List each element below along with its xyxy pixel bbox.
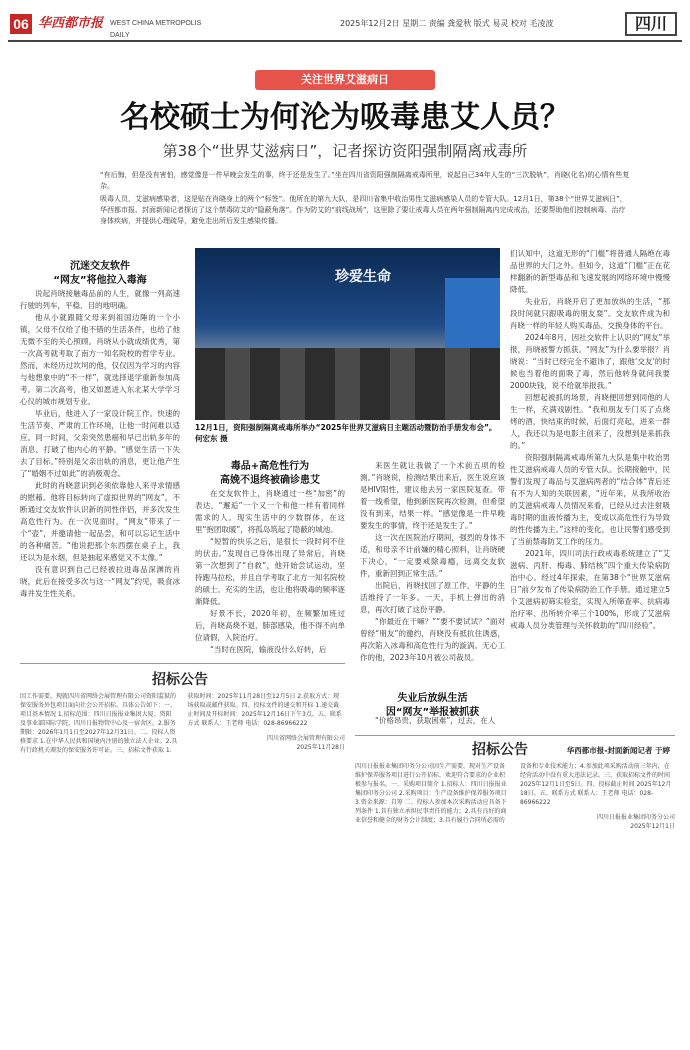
para: 来医生就让我做了一个术前五项的检测。”肖晓说，检测结果出来后，医生说应该是HIV阳性，建议他去另一家医院复查。带着一线希望，他到新医院再次检测，但希望没有到来，结果一样。“感觉像是一件早晚要发生的事情，终于还是发生了。” [360, 461, 505, 530]
para: 们认知中，这道无形的“门槛”将普通人隔绝在毒品世界的大门之外。但如今，这道“门槛”正在花样翻新的新型毒品和飞速发展的网络环境中慢慢降低。 [510, 249, 670, 294]
para: 资阳强制隔离戒毒所第九大队是集中收治男性艾滋病戒毒人员的专管大队。长期接触中，民警们发现了毒品与艾滋病两者的“结合体”背后还有不为人知的关联因素，“近年来，从我所收治的艾滋病戒毒人员情况来看，已经从过去注射吸毒时期的血液传播为主，变成以高危性行为导致的性传播为主。”这样的变化，也让民警们感受到了当前禁毒防艾工作的压力。 [510, 453, 670, 546]
ad-body [20, 692, 345, 1032]
para: “价格昂贵、获取困难”，过去，在人 [375, 716, 496, 725]
article-column-1 [20, 260, 180, 660]
photo-caption: 12月1日，资阳强制隔离戒毒所举办“2025年世界艾滋病日主题活动暨防治手册发布会”。何宏东 摄 [195, 423, 497, 443]
headline: 名校硕士为何沦为吸毒患艾人员？ [120, 100, 570, 135]
paper-name-en: WEST CHINA METROPOLIS DAILY [110, 20, 202, 39]
article-column-2 [195, 460, 345, 660]
para: 此时的肖晓意识到必须依靠他人来寻求情感的慰藉。他将目标转向了虚拟世界的“网友”，不断通过交友软件认识新的同性伴侣，并多次发生高危性行为。在一次见面时，“网友”带来了一个“壶”，并邀请他一起品尝，和可以忘记生活中的各种痛苦。“他说把那个东西摆在桌子上，我还以为是水烟，但是抽起来感觉又不太像。” [20, 481, 180, 562]
divider [20, 663, 345, 664]
ad-text: 四川日报报业集团印务分公司因生产需要，现对生产设备维护保养服务项目进行公开招标，欢迎符合要求的企业积极参与报名。一、采购项目简介 1.招标人：四川日报报业集团印务分公司 2.采购项目：生产设备维护保养服务项目 3.资金来源：自筹 二、投标人参加本次采购活动应具备下列条件 1.具有独立承担民事责任的能力；2.具有良好的商业信誉和健全的财务会计制度；3.具有履行合同所必需的设备和专业技术能力；4.参加此项采购活动前三年内，在经营活动中没有重大违法记录。三、获取招标文件的时间 2025年12月1日至5日。四、投标截止时间 2025年12月18日。五、联系方式 联系人：王老师 电话：028-86966222 [355, 763, 672, 824]
para: “短暂的快乐之后，是很长一段时间不住的伏击。”发现自己身体出现了异常后，肖晓第一次想到了“自救”，他开始尝试运动，坚持跑马拉松，并且自学考取了北方一知名院校的硕士。充实的生活，也让他将吸毒的频率逐渐降低。 [195, 537, 345, 606]
para: 这一次在医院治疗期间，强烈的身体不适，和母亲不计前嫌的精心照料，让肖晓硬下决心，“一定要戒除毒瘾，远离交友软件，重新回到正常生活。” [360, 533, 505, 578]
section-heading: 失业后放纵生活 因“网友”举报被抓获 [385, 693, 480, 718]
ad-body [355, 762, 675, 1037]
article-column-4 [510, 248, 670, 743]
para: 好景不长，2020年初，在频繁加班过后，肖晓高烧不退，肺部感染，他不得不向单位请假，入院治疗。 [195, 609, 345, 642]
ad-footer: 四川日报报业集团印务分公司 2025年12月1日 [596, 814, 675, 830]
section-heading: 毒品+高危性行为 高娩不退终被确诊患艾 [220, 461, 320, 486]
lead-p: “有后悔，但是没有害怕，感觉像是一件早晚会发生的事，终于还是发生了。”坐在四川省资阳强制隔离戒毒所里，说起自己34年人生的“三次脱轨”，肖晓(化名)的心情有些复杂。 [100, 171, 630, 190]
para: 在交友软件上，肖晓通过一些“加密”的表达，“邂逅”一个又一个和他一样有着同样需求的人。现实生活中的少数群体，在这里“抱团取暖”，将孤岛筑起了隐蔽的城池。 [195, 489, 345, 534]
ad-title: 招标公告 [152, 672, 208, 688]
lead-p: 吸毒人员，艾滋病感染者，这是贴在肖晓身上的两个“标签”。他所在的第九大队，是四川省集中收治男性艾滋病感染人员的专管大队。12月1日，第38个“世界艾滋病日”，华西都市报、封面新闻记者探访了这个禁毒防艾的“隐蔽角落”。作为防艾的“前线战场”，这里除了要让戒毒人员在两年强制隔离内完成戒治，还要帮助他们控制病毒、治疗身体疾病，并提供心理疏导，避免走出所后发生感染传播。 [100, 195, 627, 225]
para: 2024年8月，因社交软件上认识的“网友”举报，肖晓被警方抓获。“网友”为什么要举报？肖晓说：“当时已经完全不避讳了，跟他‘交友’的时候也当着他的面吸了毒，然后他转身就问我要2000块钱，说不给就举报我。” [510, 333, 670, 390]
photo-audience [195, 348, 500, 420]
ad-footer: 四川省网络会展管理有限公司 2025年11月28日 [266, 735, 345, 751]
para: “你最近在干嘛？”“要不要试试？”面对曾经“朋友”的邀约，肖晓没有抵抗住诱惑，再次陷入冰毒和高危性行为的漩涡。无心工作的他，2023年10月被公司裁员。 [360, 617, 505, 662]
ad-text: 因工作需要，现就四川省网络会展管理有限公司资阳监狱的保安服务外包项目面向社会公开招标。具体公告如下：一、项目基本情况 1.招标范围：四川日报报业集团大厦、资阳及事业部国际学院，四川日报物管中心及一宿舍区。2.服务期限：2026年1月1日至2027年12月31日。二、投标人资格要求 1.在中华人民共和国境内注册的独立法人企业。2.具有行政机关颁发的保安服务许可证。三、招标文件获取 1.获取时间：2025年11月28日至12月5日 2.获取方式：现场获取或邮件获取。四、投标文件的递交和开标 1.递交截止时间及开标时间：2025年12月16日下午3点。五、联系方式 联系人：王老师 电话：028-86966222 [20, 693, 342, 754]
region-label: 四川 [625, 12, 677, 36]
section-heading: 沉迷交友软件 “网友”将他拉入毒海 [53, 261, 147, 286]
news-photo [195, 248, 500, 420]
para: 他从小就跟随父母来到祖国边陲的一个小镇，父母不仅给了他不错的生活条件，也给了他无微不至的关心照顾。肖晓从小就成绩优秀，第一次高考就考取了南方一知名院校的哲学专业。然而，未经历过坎坷的他，仅仅因为学习的内容与他想象中的“不一样”，就选择退学重新参加高考。第二次高考，他又如愿进入东北某大学学习心仪的城市规划专业。 [20, 313, 180, 406]
para: 回想起被抓的场景，肖晓便回想到同他的人生一样，充满戏剧性。“我和朋友专门买了点烧烤的酒，快结束的时候，后面灯亮起，进来一群人，我还以为是电影主创来了，没想到是来抓我的。” [510, 393, 670, 450]
column-banner: 关注世界艾滋病日 [255, 70, 435, 90]
byline: 华西都市报-封面新闻记者 于婷 [566, 746, 670, 755]
para: 说起肖晓接触毒品前的人生，就像一列高速行驶的列车，平稳、目的地明确。 [20, 289, 180, 310]
para: “当时在医院，输液没什么好转，后 [210, 645, 327, 654]
ad-title: 招标公告 [472, 742, 528, 758]
para: 毕业后，他进入了一家设计院工作。快速的生活节奏、严肃的工作环境，让他一时间难以适应。同一时间，父亲突然患癌和早已出轨多年的消息，打破了他内心的平静。“感觉生活一下失去了目标。”特别是父亲出轨的消息，更让他产生了“婚姻不过如此”的消极观念。 [20, 409, 180, 478]
subheadline: 第38个“世界艾滋病日”，记者探访资阳强制隔离戒毒所 [162, 142, 528, 160]
divider [355, 735, 675, 736]
para: 没有意识到自己已经被拉进毒品深渊的肖晓，此后在接受多次与这一“网友”约见，吸食冰毒并发生性关系。 [20, 565, 180, 598]
para: 出院后，肖晓找回了原工作，平静的生活维持了一年多。一天，手机上弹出的消息，再次打破了这份平静。 [360, 581, 505, 614]
para: 失业后，肖晓开启了更加放纵的生活，“那段时间就只跟吸毒的朋友耍”。交友软件成为和肖晓一样的年轻人购买毒品、交换身体的平台。 [510, 297, 670, 330]
paper-name: 华西都市报 [38, 16, 104, 31]
lead-paragraph [100, 170, 630, 230]
date-editor-info: 2025年12月2日 星期二 责编 龚爱秋 版式 易灵 校对 毛凌波 [340, 19, 554, 28]
page-number: 06 [10, 14, 32, 34]
para: 2021年，四川司法行政戒毒系统建立了“艾滋病、丙肝、梅毒、肺结核”四个重大传染病防治中心。经过4年探索，在第38个“世界艾滋病日”前夕发布了传染病防治工作手册。通过建立5个艾滋病初筛实验室，实现入所筛查率、抗病毒治疗率、出所转介率三个100%，形成了艾滋病戒毒人员分类管理与关怀救助的“四川经验”。 [510, 549, 670, 630]
photo-text: 珍爱生命 [335, 269, 391, 285]
